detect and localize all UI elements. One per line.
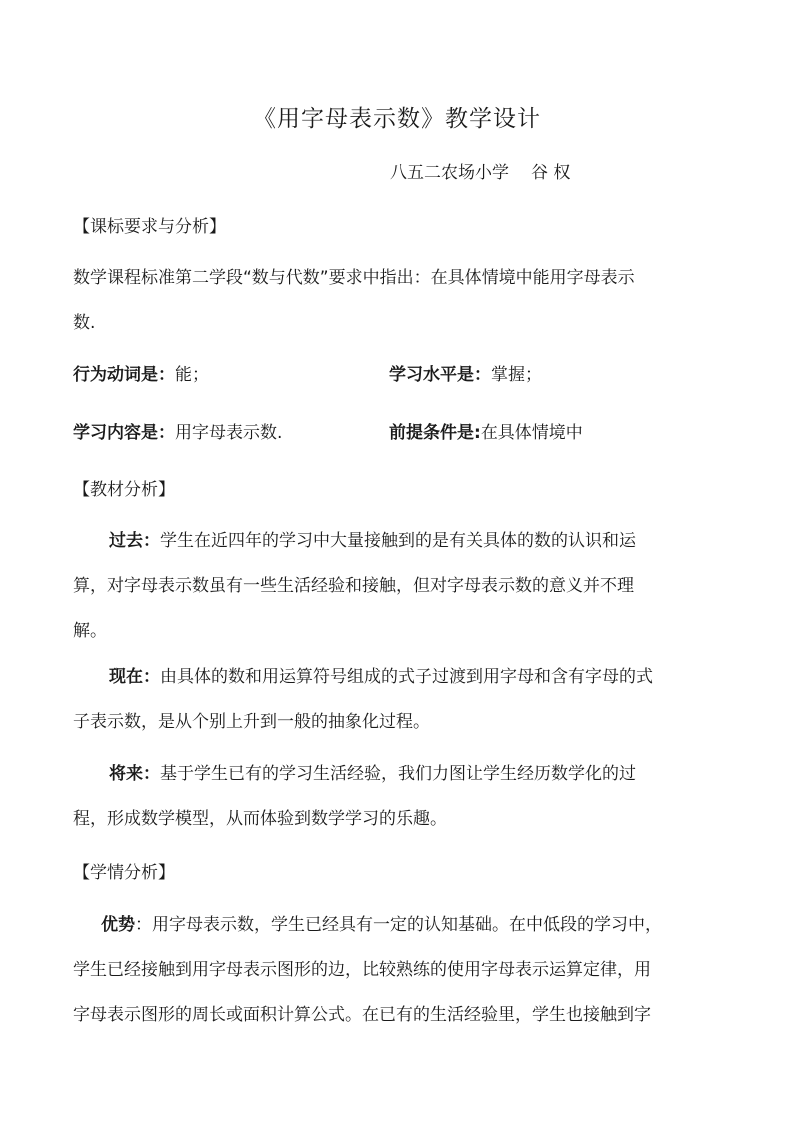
past-label: 过去： — [109, 531, 160, 551]
now-paragraph — [73, 655, 713, 745]
past-line-3: 解。 — [73, 621, 107, 641]
analysis-row-1 — [73, 363, 542, 387]
past-text-1: 学生在近四年的学习中大量接触到的是有关具体的数的认识和运 — [160, 531, 636, 551]
future-label: 将来： — [109, 764, 160, 784]
author-name: 谷 权 — [531, 163, 571, 183]
page-title: 《用字母表示数》教学设计 — [253, 106, 541, 132]
condition-value: 在具体情境中 — [480, 423, 583, 443]
advantage-label: 优势 — [101, 915, 135, 935]
content-item — [73, 423, 282, 443]
advantage-line-1 — [73, 903, 713, 948]
author-line — [390, 161, 570, 185]
condition-item — [389, 421, 583, 445]
future-paragraph — [73, 752, 713, 842]
level-item — [389, 363, 542, 387]
now-text-1: 由具体的数和用运算符号组成的式子过渡到用字母和含有字母的式 — [160, 667, 653, 687]
past-line-2: 算，对字母表示数虽有一些生活经验和接触，但对字母表示数的意义并不理 — [73, 576, 634, 596]
now-line-2: 子表示数，是从个别上升到一般的抽象化过程。 — [73, 712, 430, 732]
past-line-1 — [73, 519, 713, 564]
verb-value: 能； — [175, 365, 209, 385]
advantage-line-2: 学生已经接触到用字母表示图形的边，比较熟练的使用字母表示运算定律，用 — [73, 960, 651, 980]
curriculum-line-2: 数. — [73, 313, 96, 333]
future-text-1: 基于学生已有的学习生活经验，我们力图让学生经历数学化的过 — [160, 764, 636, 784]
now-label: 现在： — [109, 667, 160, 687]
section-heading-textbook: 【教材分析】 — [73, 480, 175, 500]
level-label: 学习水平是： — [389, 365, 491, 385]
now-line-1 — [73, 655, 713, 700]
verb-item — [73, 365, 209, 385]
level-value: 掌握； — [491, 365, 542, 385]
verb-label: 行为动词是： — [73, 365, 175, 385]
curriculum-line-1: 数学课程标准第二学段“数与代数”要求中指出：在具体情境中能用字母表示 — [73, 268, 635, 288]
content-label: 学习内容是： — [73, 423, 175, 443]
content-value: 用字母表示数. — [175, 423, 283, 443]
condition-label: 前提条件是: — [389, 423, 481, 443]
advantage-paragraph — [73, 903, 713, 1038]
author-school: 八五二农场小学 — [390, 163, 509, 183]
section-heading-students: 【学情分析】 — [73, 863, 175, 883]
future-line-1 — [73, 752, 713, 797]
section-heading-curriculum: 【课标要求与分析】 — [73, 217, 226, 237]
past-paragraph — [73, 519, 713, 654]
future-line-2: 程，形成数学模型，从而体验到数学学习的乐趣。 — [73, 809, 447, 829]
advantage-line-3: 字母表示图形的周长或面积计算公式。在已有的生活经验里，学生也接触到字 — [73, 1005, 651, 1025]
curriculum-paragraph — [73, 256, 713, 346]
advantage-text-1: ：用字母表示数，学生已经具有一定的认知基础。在中低段的学习中， — [135, 915, 662, 935]
analysis-row-2 — [73, 421, 583, 445]
